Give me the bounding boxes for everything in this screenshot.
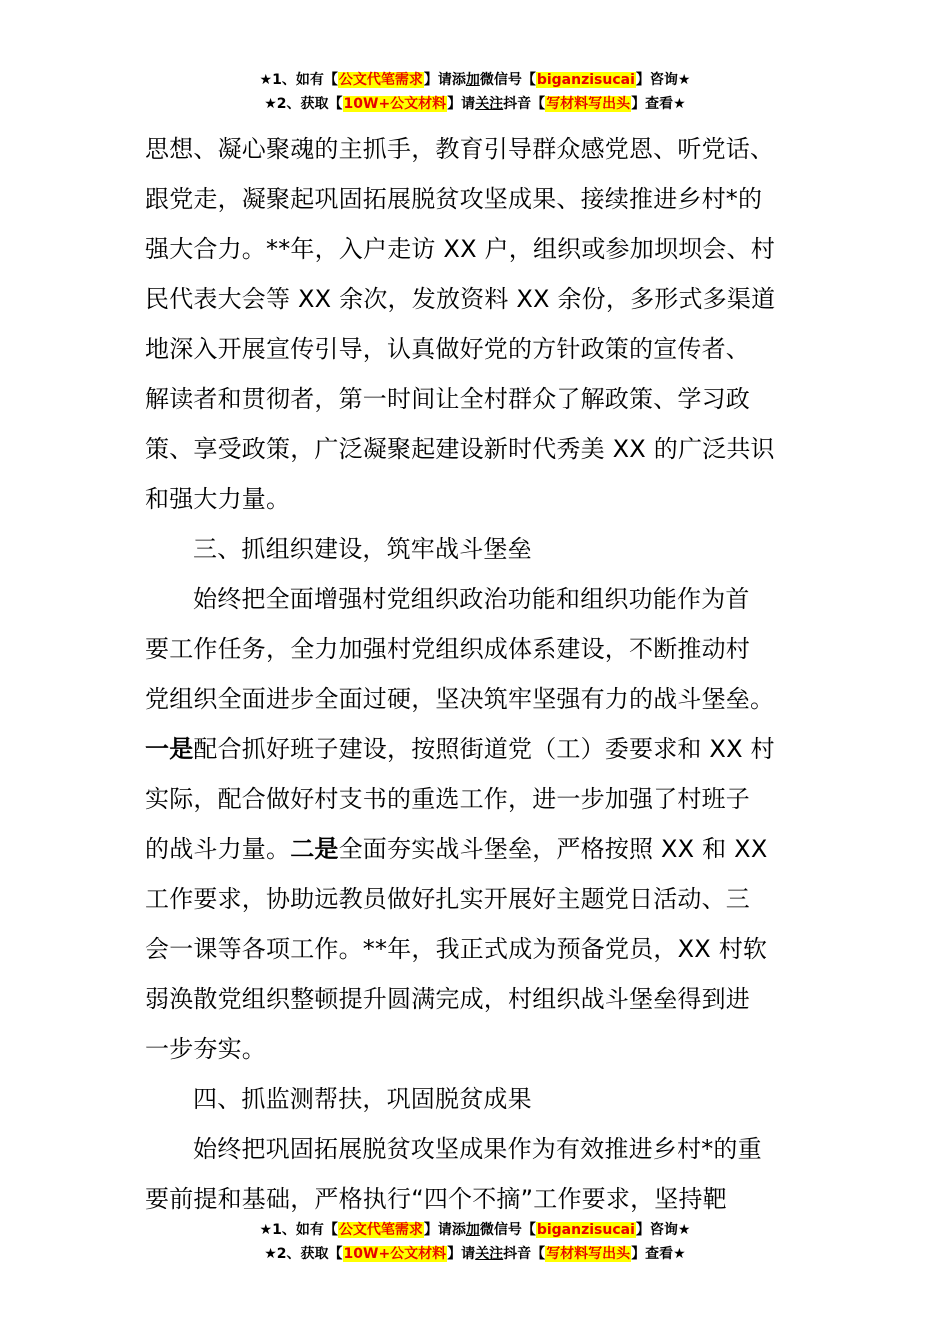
text-line xyxy=(145,474,807,524)
text-line xyxy=(145,824,807,874)
text-line xyxy=(145,124,807,174)
banner-text: 】请 xyxy=(447,1246,476,1262)
banner-text: 微信号【 xyxy=(479,1222,536,1238)
line-text: 工作要求，协助远教员做好扎实开展好主题党日活动、三 xyxy=(145,885,750,913)
text-line xyxy=(145,1124,807,1174)
banner-highlight: 10W+公文材料 xyxy=(343,96,447,112)
text-line xyxy=(145,774,807,824)
banner-highlight: biganzisucai xyxy=(536,72,635,88)
banner-text: ★1、如有【 xyxy=(259,1222,338,1238)
line-text: 四、抓监测帮扶，巩固脱贫成果 xyxy=(193,1085,532,1113)
text-line xyxy=(145,724,807,774)
banner-line-1 xyxy=(0,1218,950,1242)
text-line xyxy=(145,1174,807,1224)
banner-line-1 xyxy=(0,68,950,92)
banner-text: 】请 xyxy=(447,96,476,112)
banner-underline: 关注 xyxy=(475,1246,504,1262)
text-line xyxy=(145,1074,807,1124)
banner-text: 】查看★ xyxy=(631,96,686,112)
line-text: 始终把全面增强村党组织政治功能和组织功能作为首 xyxy=(193,585,750,613)
banner-highlight: 写材料写出头 xyxy=(546,1246,631,1262)
line-text: 思想、凝心聚魂的主抓手，教育引导群众感党恩、听党话、 xyxy=(145,135,775,163)
text-line xyxy=(145,924,807,974)
banner-highlight: 公文代笔需求 xyxy=(338,1222,423,1238)
line-text: 弱涣散党组织整顿提升圆满完成，村组织战斗堡垒得到进 xyxy=(145,985,750,1013)
banner-text: 微信号【 xyxy=(479,72,536,88)
line-text: 民代表大会等 XX 余次，发放资料 XX 余份，多形式多渠道 xyxy=(145,285,776,313)
text-line xyxy=(145,674,807,724)
top-banner xyxy=(0,68,950,116)
line-text: 实际，配合做好村支书的重选工作，进一步加强了村班子 xyxy=(145,785,750,813)
line-text: 全面夯实战斗堡垒，严格按照 XX 和 XX xyxy=(338,835,768,863)
banner-line-2 xyxy=(0,92,950,116)
text-line xyxy=(145,1024,807,1074)
banner-highlight: 10W+公文材料 xyxy=(343,1246,447,1262)
line-text: 的战斗力量。 xyxy=(145,835,291,863)
line-text: 会一课等各项工作。**年，我正式成为预备党员，XX 村软 xyxy=(145,935,768,963)
text-line xyxy=(145,624,807,674)
banner-text: 】咨询★ xyxy=(635,1222,691,1238)
line-text: 要工作任务，全力加强村党组织成体系建设，不断推动村 xyxy=(145,635,750,663)
text-line xyxy=(145,524,807,574)
text-line xyxy=(145,374,807,424)
text-line xyxy=(145,874,807,924)
text-line xyxy=(145,974,807,1024)
banner-text: 】请添 xyxy=(423,72,466,88)
line-text: 一步夯实。 xyxy=(145,1035,266,1063)
banner-text: 抖音【 xyxy=(503,1246,546,1262)
line-text: 地深入开展宣传引导，认真做好党的方针政策的宣传者、 xyxy=(145,335,750,363)
banner-underline: 加 xyxy=(465,72,480,88)
bold-lead-text: 一是 xyxy=(145,735,194,763)
text-line xyxy=(145,224,807,274)
text-line xyxy=(145,574,807,624)
bold-lead-text: 二是 xyxy=(290,835,339,863)
line-text: 三、抓组织建设，筑牢战斗堡垒 xyxy=(193,535,532,563)
line-text: 始终把巩固拓展脱贫攻坚成果作为有效推进乡村*的重 xyxy=(193,1135,762,1163)
banner-line-2 xyxy=(0,1242,950,1266)
banner-underline: 加 xyxy=(465,1222,480,1238)
banner-text: ★2、获取【 xyxy=(264,1246,343,1262)
banner-underline: 关注 xyxy=(475,96,504,112)
text-line xyxy=(145,174,807,224)
line-text: 强大合力。**年，入户走访 XX 户，组织或参加坝坝会、村 xyxy=(145,235,775,263)
line-text: 党组织全面进步全面过硬，坚决筑牢坚强有力的战斗堡垒。 xyxy=(145,685,775,713)
banner-text: ★1、如有【 xyxy=(259,72,338,88)
text-line xyxy=(145,274,807,324)
line-text: 跟党走，凝聚起巩固拓展脱贫攻坚成果、接续推进乡村*的 xyxy=(145,185,763,213)
banner-highlight: 公文代笔需求 xyxy=(338,72,423,88)
line-text: 和强大力量。 xyxy=(145,485,291,513)
banner-text: 】查看★ xyxy=(631,1246,686,1262)
line-text: 配合抓好班子建设，按照街道党（工）委要求和 XX 村 xyxy=(193,735,775,763)
banner-highlight: biganzisucai xyxy=(536,1222,635,1238)
banner-text: ★2、获取【 xyxy=(264,96,343,112)
text-line xyxy=(145,424,807,474)
banner-text: 】咨询★ xyxy=(635,72,691,88)
line-text: 要前提和基础，严格执行“四个不摘”工作要求，坚持靶 xyxy=(145,1185,727,1213)
text-line xyxy=(145,324,807,374)
line-text: 策、享受政策，广泛凝聚起建设新时代秀美 XX 的广泛共识 xyxy=(145,435,775,463)
banner-text: 】请添 xyxy=(423,1222,466,1238)
banner-highlight: 写材料写出头 xyxy=(546,96,631,112)
line-text: 解读者和贯彻者，第一时间让全村群众了解政策、学习政 xyxy=(145,385,750,413)
bottom-banner xyxy=(0,1218,950,1266)
document-body xyxy=(145,124,807,1224)
banner-text: 抖音【 xyxy=(503,96,546,112)
